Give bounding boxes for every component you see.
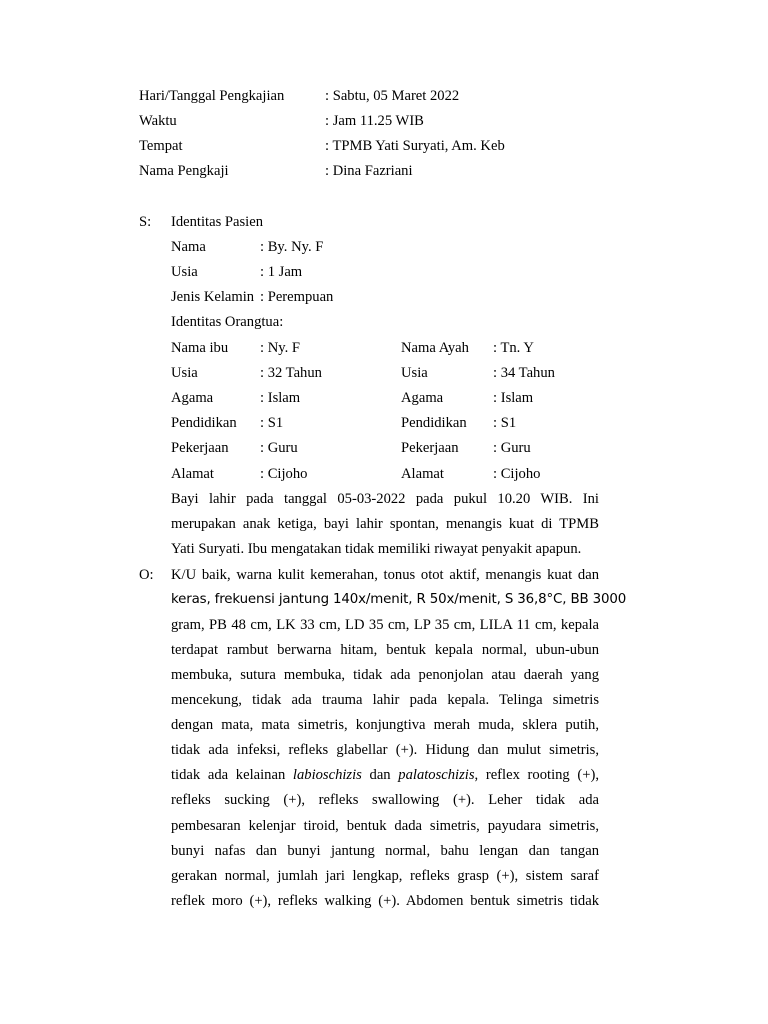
parents-identity-heading: Identitas Orangtua: xyxy=(171,314,284,330)
exam-line: mencekung, tidak ada trauma lahir pada kepala. Telinga simetris xyxy=(171,692,599,708)
mother-label: Usia xyxy=(171,365,198,381)
exam-line: reflek moro (+), refleks walking (+). Abdomen bentuk simetris tidak xyxy=(171,893,599,909)
exam-line: membuka, sutura membuka, tidak ada penonjolan atau daerah yang xyxy=(171,667,599,683)
father-value: : 34 Tahun xyxy=(493,365,555,381)
mother-label: Pekerjaan xyxy=(171,440,229,456)
father-value: : Guru xyxy=(493,440,531,456)
father-value: : Islam xyxy=(493,390,534,406)
section-marker-o: O: xyxy=(139,567,154,583)
exam-text: tidak ada kelainan xyxy=(171,767,293,783)
header-value: : Dina Fazriani xyxy=(325,163,413,179)
mother-value: : Guru xyxy=(260,440,298,456)
header-label: Nama Pengkaji xyxy=(139,163,229,179)
header-label: Waktu xyxy=(139,113,177,129)
exam-line: K/U baik, warna kulit kemerahan, tonus otot aktif, menangis kuat dan xyxy=(171,567,599,583)
mother-value: : S1 xyxy=(260,415,284,431)
exam-line: gerakan normal, jumlah jari lengkap, refleks grasp (+), sistem saraf xyxy=(171,868,599,884)
exam-line: gram, PB 48 cm, LK 33 cm, LD 35 cm, LP 35 cm, LILA 11 cm, kepala xyxy=(171,617,599,633)
father-label: Alamat xyxy=(401,466,444,482)
exam-text: , reflex rooting (+), xyxy=(474,767,600,783)
parents-row xyxy=(171,438,591,458)
exam-line: refleks sucking (+), refleks swallowing (+). Leher tidak ada xyxy=(171,792,599,808)
mother-value: : 32 Tahun xyxy=(260,365,322,381)
patient-identity-heading: Identitas Pasien xyxy=(171,214,264,230)
father-value: : S1 xyxy=(493,415,517,431)
mother-label: Alamat xyxy=(171,466,214,482)
narrative-line: merupakan anak ketiga, bayi lahir spontan, menangis kuat di TPMB xyxy=(171,516,599,532)
header-label: Hari/Tanggal Pengkajian xyxy=(139,88,285,104)
header-value: : Sabtu, 05 Maret 2022 xyxy=(325,88,460,104)
parents-row xyxy=(171,338,591,358)
exam-text: dan xyxy=(361,767,399,783)
patient-label: Nama xyxy=(171,239,206,255)
patient-label: Usia xyxy=(171,264,198,280)
parents-row xyxy=(171,363,591,383)
patient-label: Jenis Kelamin xyxy=(171,289,255,305)
father-value: : Tn. Y xyxy=(493,340,534,356)
header-label: Tempat xyxy=(139,138,183,154)
mother-value: : Cijoho xyxy=(260,466,308,482)
patient-value: : 1 Jam xyxy=(260,264,303,280)
exam-line: dengan mata, mata simetris, konjungtiva merah muda, sklera putih, xyxy=(171,717,599,733)
mother-label: Nama ibu xyxy=(171,340,229,356)
father-label: Agama xyxy=(401,390,444,406)
parents-row xyxy=(171,388,591,408)
patient-value: : By. Ny. F xyxy=(260,239,324,255)
parents-row xyxy=(171,464,591,484)
father-label: Pendidikan xyxy=(401,415,467,431)
narrative-line: Yati Suryati. Ibu mengatakan tidak memiliki riwayat penyakit apapun. xyxy=(171,541,582,557)
exam-line-vitals: keras, frekuensi jantung 140x/menit, R 50x/menit, S 36,8°C, BB 3000 xyxy=(171,592,627,607)
mother-value: : Ny. F xyxy=(260,340,301,356)
patient-value: : Perempuan xyxy=(260,289,334,305)
exam-line: terdapat rambut berwarna hitam, bentuk kepala normal, ubun-ubun xyxy=(171,642,599,658)
narrative-line: Bayi lahir pada tanggal 05-03-2022 pada pukul 10.20 WIB. Ini xyxy=(171,491,599,507)
exam-line: pembesaran kelenjar tiroid, bentuk dada simetris, payudara simetris, xyxy=(171,818,599,834)
exam-line-cleft xyxy=(171,765,599,785)
father-label: Pekerjaan xyxy=(401,440,459,456)
mother-label: Agama xyxy=(171,390,214,406)
father-label: Usia xyxy=(401,365,428,381)
father-label: Nama Ayah xyxy=(401,340,469,356)
term-palatoschizis: palatoschizis xyxy=(398,767,475,783)
mother-label: Pendidikan xyxy=(171,415,237,431)
header-value: : Jam 11.25 WIB xyxy=(325,113,424,129)
mother-value: : Islam xyxy=(260,390,301,406)
section-marker-s: S: xyxy=(139,214,152,230)
exam-line: tidak ada infeksi, refleks glabellar (+). Hidung dan mulut simetris, xyxy=(171,742,599,758)
exam-line: bunyi nafas dan bunyi jantung normal, bahu lengan dan tangan xyxy=(171,843,599,859)
parents-row xyxy=(171,413,591,433)
term-labioschizis: labioschizis xyxy=(292,767,362,783)
header-value: : TPMB Yati Suryati, Am. Keb xyxy=(325,138,505,154)
father-value: : Cijoho xyxy=(493,466,541,482)
